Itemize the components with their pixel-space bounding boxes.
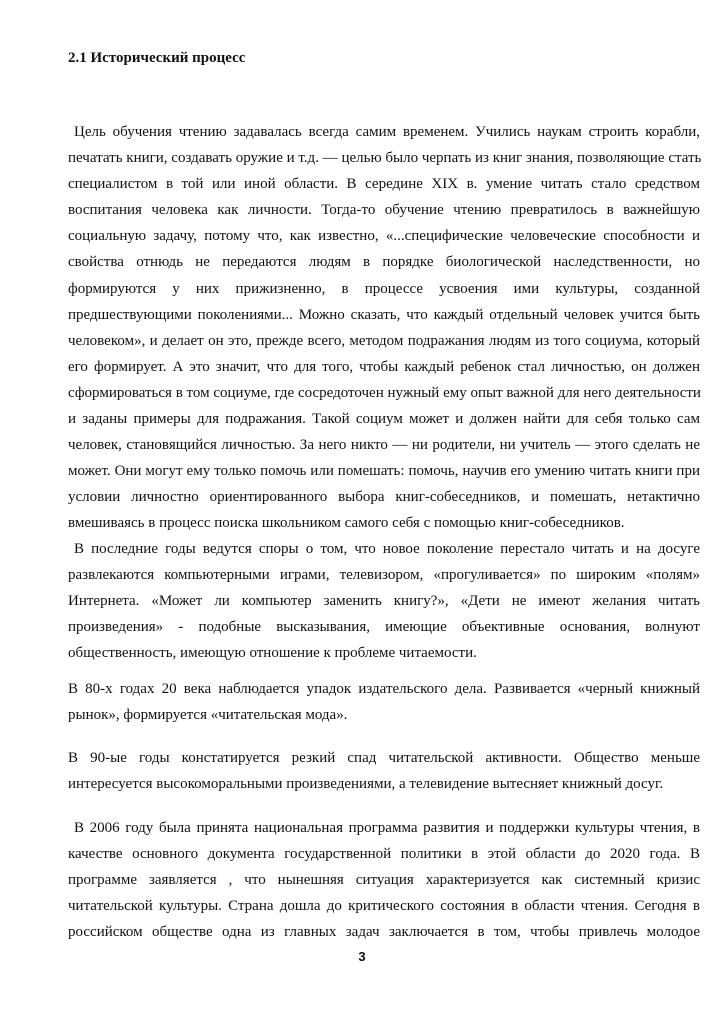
- text-line: свойства отнюдь не передаются людям в порядке биологической наследственности, но: [68, 254, 700, 271]
- text-line: качестве основного документа государственной политики в этой области до 2020 года. В: [68, 846, 700, 863]
- text-line: вмешиваясь в процесс поиска школьником самого себя с помощью книг-собеседников.: [68, 515, 625, 532]
- paragraph-1: [68, 122, 700, 540]
- text-line: В 2006 году была принята национальная программа развития и поддержки культуры чтения, в: [74, 820, 700, 836]
- text-line: читательской культуры. Страна дошла до критического состояния в области чтения. Сегодня в: [68, 898, 700, 915]
- text-line: В 90-ые годы констатируется резкий спад читательской активности. Общество меньше: [68, 750, 700, 766]
- text-line: интересуется высокоморальными произведениями, а телевидение вытесняет книжный досуг.: [68, 776, 664, 793]
- text-line: Интернета. «Может ли компьютер заменить книгу?», «Дети не имеют желания читать: [68, 593, 700, 610]
- text-line: программе заявляется , что нынешняя ситуация характеризуется как системный кризис: [68, 872, 700, 889]
- text-line: специалистом в той или иной области. В середине XIX в. умение читать стало средством: [68, 176, 700, 193]
- text-line: рынок», формируется «читательская мода».: [68, 707, 348, 724]
- text-line: развлекаются компьютерными играми, телевизором, «прогуливается» по широким «полям»: [68, 567, 700, 584]
- text-line: человеком», и делает он это, прежде всего, методом подражания людям из того социума, который: [68, 332, 700, 349]
- text-line: общественность, имеющую отношение к проблеме читаемости.: [68, 645, 477, 662]
- page-number: 3: [358, 949, 366, 964]
- text-line: человек, становящийся личностью. За него никто — ни родители, ни учитель — этого сделать не: [68, 437, 700, 454]
- text-line: российском обществе одна из главных задач заключается в том, чтобы привлечь молодое: [68, 924, 700, 941]
- paragraph-5: [68, 818, 700, 948]
- text-line: В последние годы ведутся споры о том, что новое поколение перестало читать и на досуге: [74, 541, 700, 557]
- text-line: и заданы примеры для подражания. Такой социум может и должен найти для себя только сам: [68, 411, 700, 428]
- text-line: формируются у них прижизненно, в процессе усвоения ими культуры, созданной: [68, 280, 700, 297]
- text-line: предшествующими поколениями... Можно сказать, что каждый отдельный человек учится быть: [68, 306, 700, 323]
- text-line: социальную задачу, потому что, как известно, «...специфические человеческие способности и: [68, 228, 700, 245]
- text-line: воспитания человека как личности. Тогда-то обучение чтению превратилось в важнейшую: [68, 202, 700, 219]
- text-line: сформироваться в том социуме, где сосредоточен нужный ему опыт важной для него деятельности: [68, 384, 701, 401]
- text-line: условии личностно ориентированного выбора книг-собеседников, и помешать, нетактично: [68, 489, 700, 506]
- paragraph-3: [68, 679, 700, 731]
- text-line: произведения» - подобные высказывания, имеющие объективные основания, волнуют: [68, 619, 700, 636]
- paragraph-4: [68, 748, 700, 800]
- text-line: печатать книги, создавать оружие и т.д. — целью было черпать из книг знания, позволяющие стать: [68, 150, 702, 167]
- text-line: его формирует. А это значит, что для того, чтобы каждый ребенок стал личностью, он должен: [68, 358, 700, 375]
- text-line: может. Они могут ему только помочь или помешать: помочь, научив его умению читать книги при: [68, 463, 700, 480]
- text-line: Цель обучения чтению задавалась всегда самим временем. Учились наукам строить корабли,: [74, 124, 700, 140]
- paragraph-2: [68, 539, 700, 669]
- text-line: В 80-х годах 20 века наблюдается упадок издательского дела. Развивается «черный книжный: [68, 681, 700, 697]
- section-heading: 2.1 Исторический процесс: [68, 50, 246, 66]
